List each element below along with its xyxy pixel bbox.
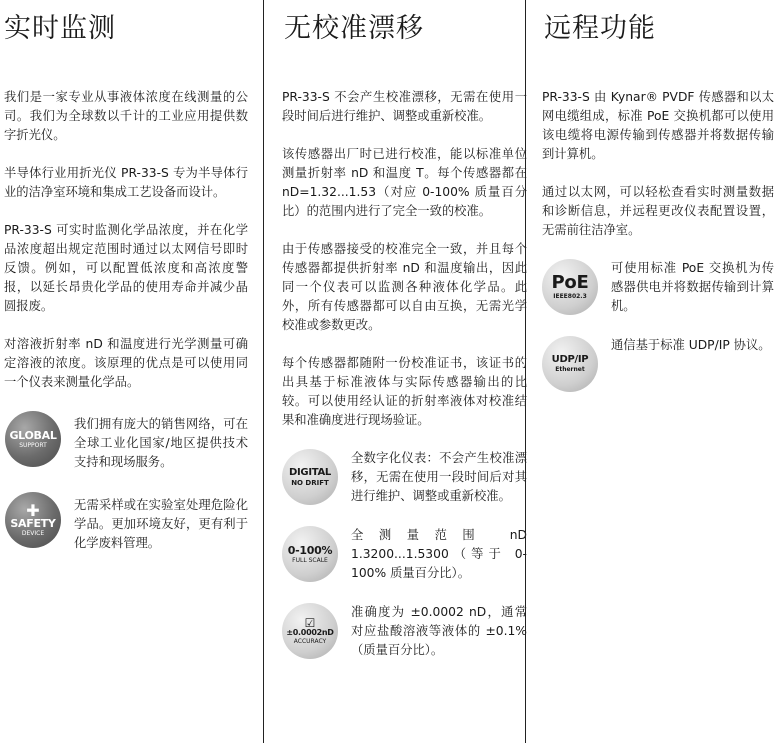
globe-icon [5, 411, 61, 467]
feature-udp-ip [542, 336, 774, 392]
icon-sublabel: SUPPORT [19, 441, 47, 449]
udp-ip-icon [542, 336, 598, 392]
feature-text: 通信基于标准 UDP/IP 协议。 [611, 338, 771, 352]
accuracy-check-icon [282, 603, 338, 659]
column-no-calibration-drift [263, 0, 526, 743]
feature-text: 全测量范围 nD 1.3200...1.5300（等于 0-100% 质量百分比）。 [351, 528, 527, 580]
safety-cross-icon [5, 492, 61, 548]
paragraph: PR-33-S 由 Kynar® PVDF 传感器和以太网电缆组成，标准 PoE 交换机都可以使用该电缆将电源传输到传感器并将数据传输到计算机。 [542, 90, 774, 161]
section-body [282, 88, 527, 680]
full-scale-gauge-icon [282, 526, 338, 582]
column-remote-features [525, 0, 777, 743]
icon-label: UDP/IP [551, 354, 589, 365]
feature-global-support [5, 411, 248, 472]
feature-text: 准确度为 ±0.0002 nD，通常对应盐酸溶液等液体的 ±0.1%（质量百分比）。 [351, 605, 527, 657]
icon-label: 0-100% [287, 543, 333, 557]
feature-text: 无需采样或在实验室处理危险化学品。更加环境友好，更有利于化学废料管理。 [74, 498, 248, 550]
feature-text: 可使用标准 PoE 交换机为传感器供电并将数据传输到计算机。 [611, 261, 774, 313]
section-title: 实时监测 [4, 13, 116, 44]
icon-sublabel: DEVICE [21, 529, 45, 537]
paragraph: 对溶液折射率 nD 和温度进行光学测量可确定溶液的浓度。该原理的优点是可以使用同一个仪表来测量化学品。 [4, 337, 248, 389]
icon-sublabel: ACCURACY [293, 638, 327, 645]
section-body [4, 88, 248, 573]
paragraph: PR-33-S 可实时监测化学品浓度，并在化学品浓度超出规定范围时通过以太网信号即时反馈。例如，可以配置低浓度和高浓度警报，以延长昂贵化学品的使用寿命并减少晶圆报废。 [4, 223, 248, 313]
poe-icon [542, 259, 598, 315]
feature-safety-device [5, 492, 248, 553]
paragraph: 我们是一家专业从事液体浓度在线测量的公司。我们为全球数以千计的工业应用提供数字折光仪。 [4, 90, 248, 142]
section-title: 远程功能 [544, 13, 656, 44]
feature-poe [542, 259, 774, 316]
paragraph: 半导体行业用折光仪 PR-33-S 专为半导体行业的洁净室环境和集成工艺设备而设计。 [4, 166, 248, 199]
section-body [542, 88, 774, 412]
icon-label: DIGITAL [288, 466, 331, 478]
paragraph: 该传感器出厂时已进行校准，能以标准单位测量折射率 nD 和温度 T。每个传感器都在 nD=1.32...1.53（对应 0-100% 质量百分比）的范围内进行了完全一致的校准。 [282, 147, 527, 218]
feature-text: 全数字化仪表：不会产生校准漂移，无需在使用一段时间后对其进行维护、调整或重新校准。 [351, 451, 527, 503]
icon-label: PoE [551, 272, 589, 293]
icon-label: ±0.0002nD [286, 628, 334, 637]
icon-sublabel: NO DRIFT [291, 478, 329, 487]
feature-text: 我们拥有庞大的销售网络，可在全球工业化国家/地区提供技术支持和现场服务。 [74, 417, 248, 469]
digital-no-drift-icon [282, 449, 338, 505]
paragraph: 由于传感器接受的校准完全一致，并且每个传感器都提供折射率 nD 和温度输出，因此同一个仪表可以监测各种液体化学品。此外，所有传感器都可以自由互换，无需光学校准或参数更改。 [282, 242, 527, 332]
feature-digital-no-drift [282, 449, 527, 506]
icon-label: GLOBAL [9, 428, 57, 442]
feature-accuracy [282, 603, 527, 660]
section-title: 无校准漂移 [284, 13, 424, 44]
cross-glyph: ✚ [26, 500, 40, 520]
column-realtime-monitoring [0, 0, 258, 743]
icon-sublabel: IEEE802.3 [553, 293, 587, 300]
icon-sublabel: Ethernet [555, 366, 585, 373]
feature-full-scale [282, 526, 527, 583]
paragraph: 每个传感器都随附一份校准证书，该证书的出具基于标准液体与实际传感器输出的比较。可以使用经认证的折射率液体对校准结果和准确度进行现场验证。 [282, 356, 527, 427]
icon-sublabel: FULL SCALE [292, 556, 328, 564]
paragraph: 通过以太网，可以轻松查看实时测量数据和诊断信息，并远程更改仪表配置设置，无需前往洁净室。 [542, 185, 774, 237]
icon-label: SAFETY [10, 516, 56, 530]
check-glyph: ☑ [304, 616, 316, 630]
paragraph: PR-33-S 不会产生校准漂移，无需在使用一段时间后进行维护、调整或重新校准。 [282, 90, 527, 123]
